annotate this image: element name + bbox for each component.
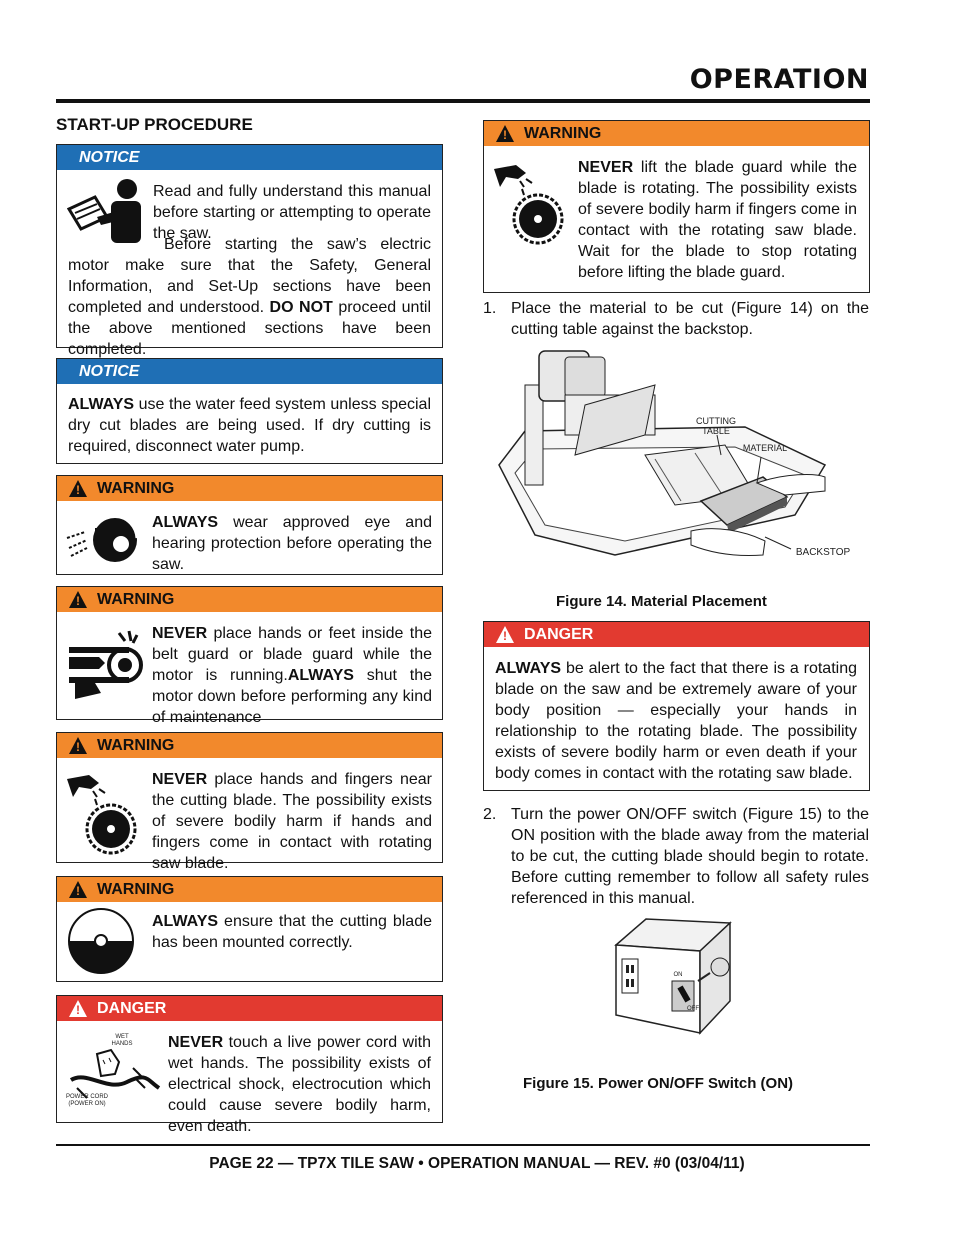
step-2-text: Turn the power ON/OFF switch (Figure 15) to the ON position with the blade away from the material to be cut, the cutting blade should begin to rotate. Before cutting remember to follow all safety rules referenced in this manual. xyxy=(511,806,869,907)
warning-label: WARNING xyxy=(97,590,175,608)
danger-box-rotating-blade xyxy=(483,621,870,791)
danger-text-cord-body: touch a live power cord with wet hands. The possibility exists of electrical shock, electrocution which could cause severe bodily harm, even death. xyxy=(168,1034,431,1135)
warning-band xyxy=(57,476,442,501)
danger-text-cord xyxy=(168,1032,431,1137)
blade-guard-hand-icon xyxy=(492,161,574,247)
warning-text-belt-bold: NEVER xyxy=(152,625,208,642)
page-footer: PAGE 22 — TP7X TILE SAW • OPERATION MANUAL — REV. #0 (03/04/11) xyxy=(209,1155,745,1172)
step-1-number: 1. xyxy=(483,300,497,317)
notice-text-water-bold: ALWAYS xyxy=(68,396,135,413)
notice-text-water-body: use the water feed system unless special dry cut blades are being used. If dry cutting is required, disconnect water pump. xyxy=(68,396,431,455)
notice-text-setup-bold: DO NOT xyxy=(269,299,333,316)
warning-text-belt-b: shut the motor down before performing any kind of maintenance xyxy=(152,667,432,726)
danger-triangle-icon: ! xyxy=(496,626,514,643)
notice-text-water xyxy=(68,394,431,457)
warning-text-blade-bold: NEVER xyxy=(152,771,208,788)
notice-text-read: Read and fully understand this manual before starting or attempting to operate the saw. xyxy=(153,183,431,242)
wet-hands-label: WET HANDS xyxy=(111,1034,133,1047)
figure-14-caption: Figure 14. Material Placement xyxy=(556,593,767,610)
warning-text-belt-a: place hands or feet inside the belt guard or blade guard while the motor is running. xyxy=(152,625,432,684)
warning-triangle-icon: ! xyxy=(69,591,87,608)
switch-label-off: OFF xyxy=(687,1006,699,1012)
warning-text-guard xyxy=(578,157,857,283)
warning-box-eye-protection xyxy=(56,475,443,575)
warning-text-mounted xyxy=(152,911,432,953)
step-1-text: Place the material to be cut (Figure 14) on the cutting table against the backstop. xyxy=(511,300,869,338)
notice-band xyxy=(57,359,442,384)
section-title: START-UP PROCEDURE xyxy=(56,115,253,134)
warning-box-belt-guard xyxy=(56,586,443,726)
figure-14-saw-illustration xyxy=(495,345,865,575)
header-rule xyxy=(56,99,870,103)
warning-text-blade-body: place hands and fingers near the cutting blade. The possibility exists of severe bodily harm if hands and fingers come in contact with rotating saw blade. xyxy=(152,771,432,872)
danger-band xyxy=(57,996,442,1021)
warning-text-eye-bold: ALWAYS xyxy=(152,514,219,531)
warning-band xyxy=(57,587,442,612)
label-backstop: BACKSTOP xyxy=(795,547,851,558)
danger-text-cord-bold: NEVER xyxy=(168,1034,224,1051)
warning-text-mounted-body: ensure that the cutting blade has been mounted correctly. xyxy=(152,913,432,951)
step-2 xyxy=(483,804,869,909)
page-header-title: OPERATION xyxy=(689,64,869,95)
power-cord-label: POWER CORD (POWER ON) xyxy=(66,1094,108,1107)
danger-text-blade-bold: ALWAYS xyxy=(495,660,562,677)
notice-text-setup xyxy=(68,234,431,360)
step-1 xyxy=(483,298,869,340)
warning-triangle-icon: ! xyxy=(69,480,87,497)
notice-text-setup-b: proceed until the above mentioned sections have been completed. xyxy=(68,299,432,358)
eye-hearing-protection-icon xyxy=(65,510,145,566)
warning-box-blade-mounted xyxy=(56,876,443,982)
warning-text-eye xyxy=(152,512,432,575)
warning-text-belt xyxy=(152,623,432,728)
step-2-number: 2. xyxy=(483,806,497,823)
warning-text-guard-body: lift the blade guard while the blade is rotating. The possibility exists of severe bodily harm if fingers come in contact with the rotating saw blade. Wait for the blade to stop rotating before lifting the blade guard. xyxy=(578,159,857,281)
danger-label: DANGER xyxy=(97,999,167,1017)
danger-text-blade xyxy=(495,658,857,784)
warning-box-blade-guard xyxy=(483,120,870,293)
notice-band xyxy=(57,145,442,170)
warning-label: WARNING xyxy=(524,124,602,142)
notice-label: NOTICE xyxy=(79,148,140,166)
danger-label: DANGER xyxy=(524,625,594,643)
warning-band xyxy=(484,121,869,146)
belt-guard-hand-icon xyxy=(65,627,147,703)
danger-triangle-icon: ! xyxy=(69,1000,87,1017)
warning-text-blade xyxy=(152,769,432,874)
warning-text-guard-bold: NEVER xyxy=(578,159,634,176)
warning-band xyxy=(57,733,442,758)
notice-box-water xyxy=(56,358,443,464)
danger-text-blade-body: be alert to the fact that there is a rotating blade on the saw and be extremely aware of your body position — especially your hands in relationship to the rotating blade. The possibility exists of severe bodily harm or even death if your body comes in contact with the rotating saw blade. xyxy=(495,660,857,782)
notice-text-setup-a: Before starting the saw’s electric motor make sure that the Safety, General Information, and Set-Up sections have been completed and understood. xyxy=(68,236,431,316)
danger-box-power-cord xyxy=(56,995,443,1135)
warning-band xyxy=(57,877,442,902)
warning-label: WARNING xyxy=(97,479,175,497)
footer-rule xyxy=(56,1144,870,1146)
notice-box-manual xyxy=(56,144,443,358)
blade-mounted-icon xyxy=(67,907,135,975)
warning-text-belt-bold2: ALWAYS xyxy=(287,667,354,684)
switch-label-on: ON xyxy=(673,972,683,978)
warning-text-eye-body: wear approved eye and hearing protection before operating the saw. xyxy=(152,514,432,573)
warning-triangle-icon: ! xyxy=(69,881,87,898)
warning-label: WARNING xyxy=(97,880,175,898)
figure-15-caption: Figure 15. Power ON/OFF Switch (ON) xyxy=(523,1075,794,1092)
warning-triangle-icon: ! xyxy=(69,737,87,754)
warning-box-blade-hands xyxy=(56,732,443,872)
danger-band xyxy=(484,622,869,647)
label-cutting-table: CUTTING TABLE xyxy=(696,416,736,436)
label-material: MATERIAL xyxy=(742,443,788,453)
saw-blade-hand-icon xyxy=(65,771,147,857)
notice-label: NOTICE xyxy=(79,362,140,380)
warning-triangle-icon: ! xyxy=(496,125,514,142)
warning-text-mounted-bold: ALWAYS xyxy=(152,913,219,930)
warning-label: WARNING xyxy=(97,736,175,754)
